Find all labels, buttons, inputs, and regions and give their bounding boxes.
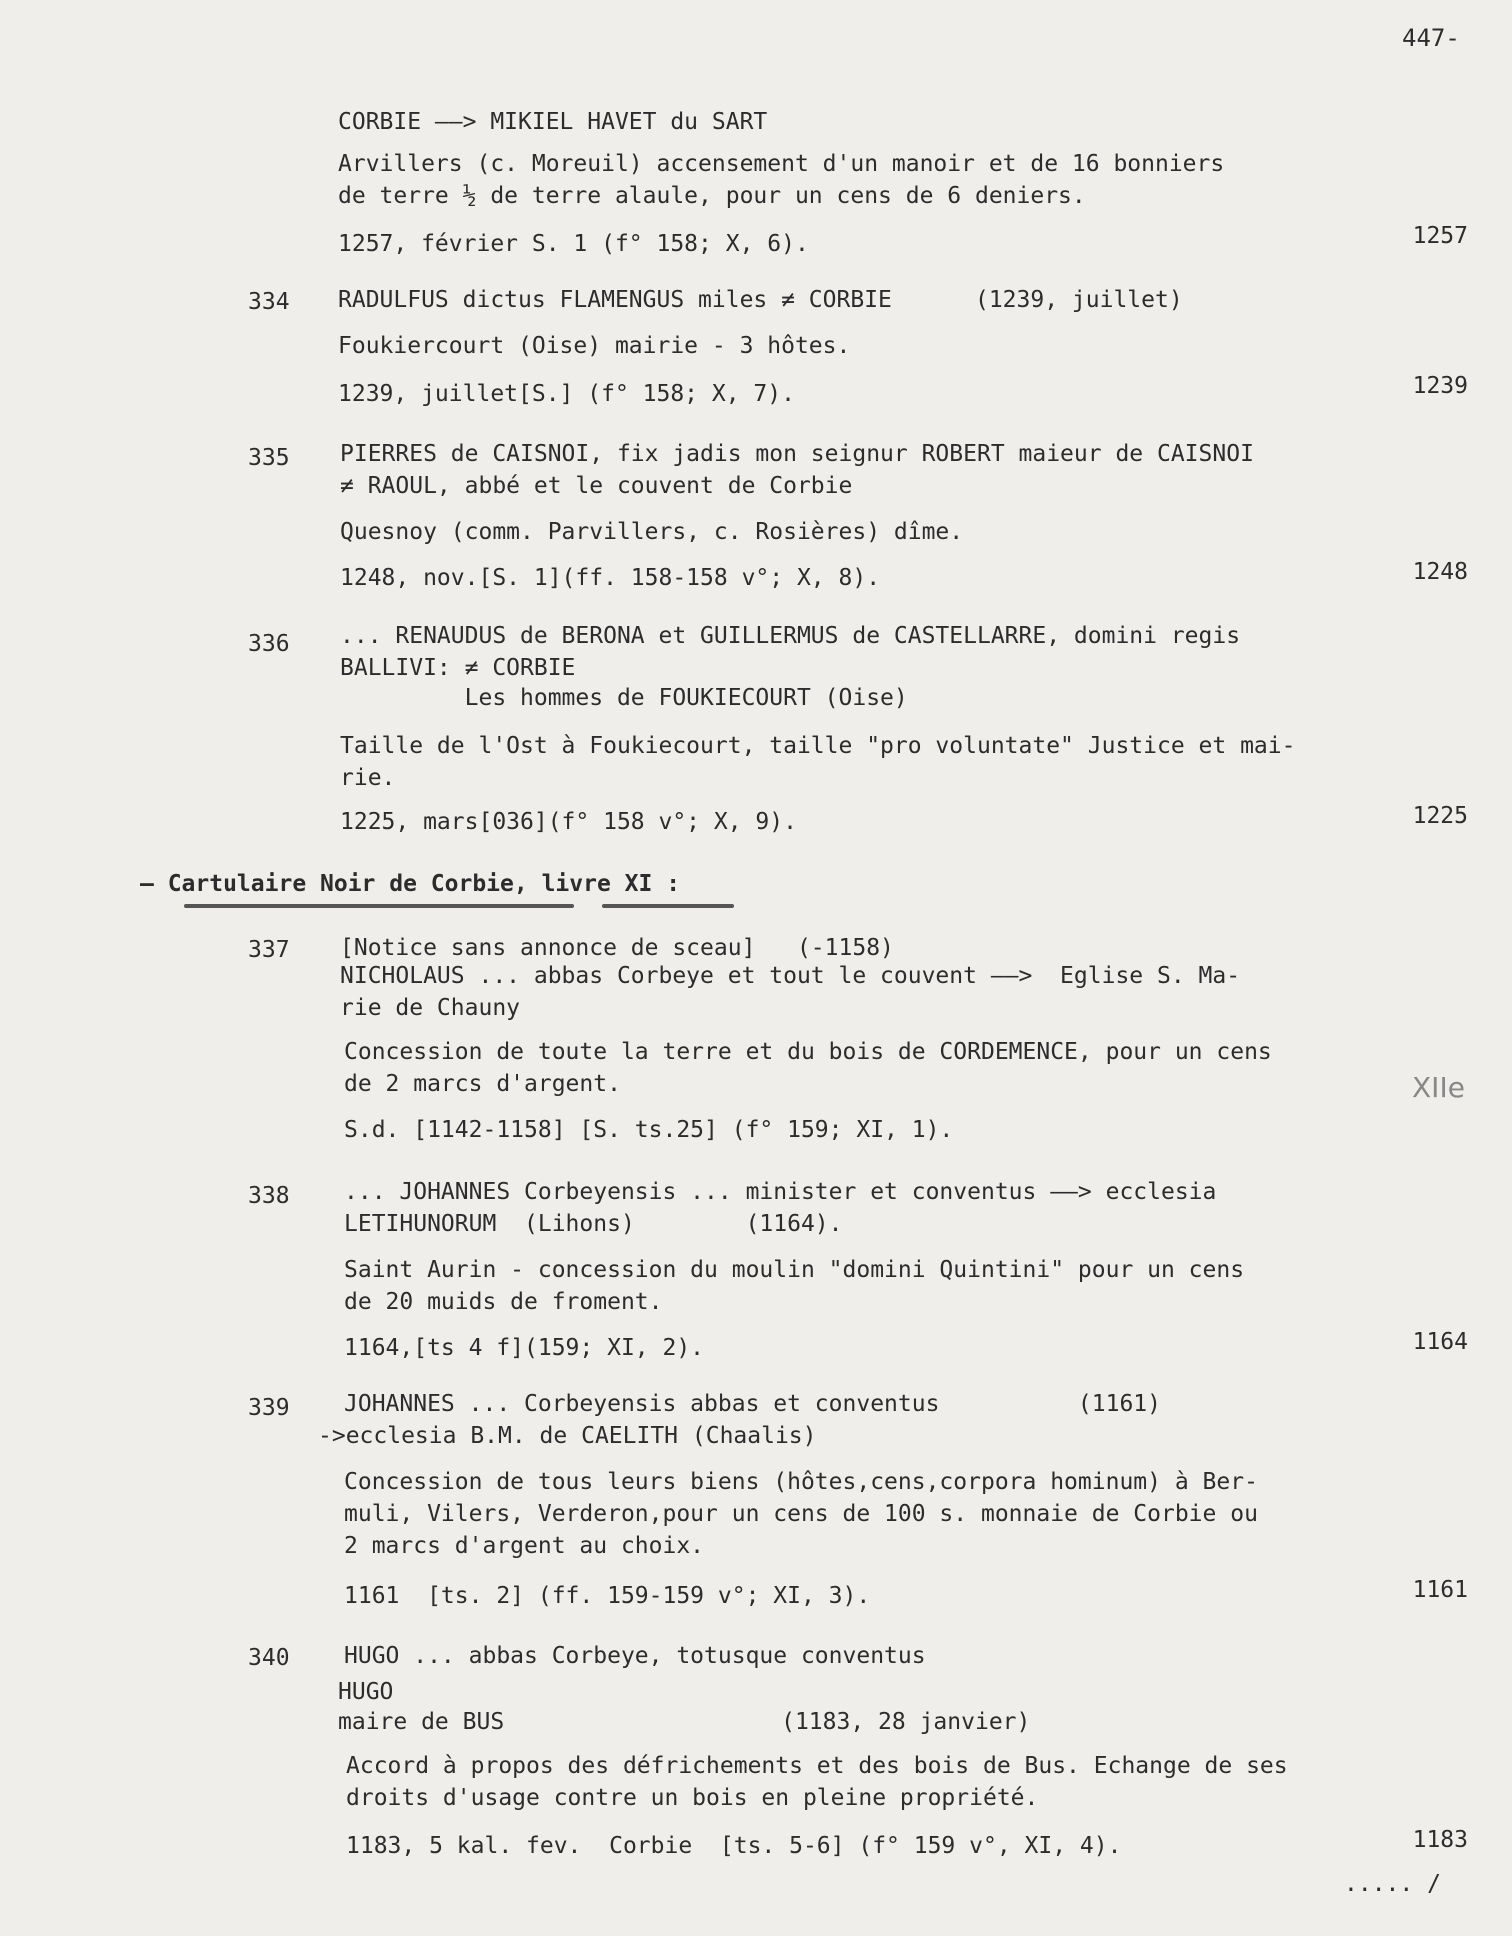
entry-date: 1164 bbox=[1412, 1329, 1468, 1355]
entry-ref: 1183, 5 kal. fev. Corbie [ts. 5-6] (f° 159 v°, XI, 4). bbox=[346, 1833, 1122, 1859]
entry-summary: Quesnoy (comm. Parvillers, c. Rosières) dîme. bbox=[340, 519, 964, 545]
entry-parties: LETIHUNORUM (Lihons) (1164). bbox=[344, 1211, 843, 1237]
entry-number: 338 bbox=[248, 1183, 290, 1209]
entry-parties: PIERRES de CAISNOI, fix jadis mon seignur ROBERT maieur de CAISNOI bbox=[340, 441, 1254, 467]
entry-parties: ≠ RAOUL, abbé et le couvent de Corbie bbox=[340, 473, 853, 499]
entry-parties: [Notice sans annonce de sceau] (-1158) bbox=[340, 935, 894, 961]
header-date: 1257 bbox=[1412, 223, 1468, 249]
entry-number: 336 bbox=[248, 631, 290, 657]
header-summary-line: de terre ½ de terre alaule, pour un cens de 6 deniers. bbox=[338, 183, 1086, 209]
entry-summary: droits d'usage contre un bois en pleine propriété. bbox=[346, 1785, 1039, 1811]
entry-parties: ... RENAUDUS de BERONA et GUILLERMUS de CASTELLARRE, domini regis bbox=[340, 623, 1241, 649]
entry-date: 1239 bbox=[1412, 373, 1468, 399]
entry-parties: JOHANNES ... Corbeyensis abbas et conventus (1161) bbox=[344, 1391, 1161, 1417]
entry-parties: NICHOLAUS ... abbas Corbeye et tout le couvent ——> Eglise S. Ma- bbox=[340, 963, 1241, 989]
section-underline bbox=[184, 904, 574, 908]
section-title: — Cartulaire Noir de Corbie, livre XI : bbox=[140, 871, 681, 897]
header-summary-line: Arvillers (c. Moreuil) accensement d'un manoir et de 16 bonniers bbox=[338, 151, 1225, 177]
entry-summary: 2 marcs d'argent au choix. bbox=[344, 1533, 705, 1559]
entry-date: 1225 bbox=[1412, 803, 1468, 829]
entry-summary: muli, Vilers, Verderon,pour un cens de 100 s. monnaie de Corbie ou bbox=[344, 1501, 1258, 1527]
entry-number: 337 bbox=[248, 937, 290, 963]
section-underline bbox=[602, 904, 734, 908]
entry-summary: Saint Aurin - concession du moulin "domini Quintini" pour un cens bbox=[344, 1257, 1245, 1283]
entry-ref: 1225, mars[036](f° 158 v°; X, 9). bbox=[340, 809, 797, 835]
entry-parties: RADULFUS dictus FLAMENGUS miles ≠ CORBIE (1239, juillet) bbox=[338, 287, 1183, 313]
entry-summary: Concession de tous leurs biens (hôtes,cens,corpora hominum) à Ber- bbox=[344, 1469, 1258, 1495]
entry-summary: rie. bbox=[340, 765, 396, 791]
margin-note: XIIe bbox=[1412, 1071, 1465, 1104]
entry-number: 340 bbox=[248, 1645, 290, 1671]
entry-summary: Concession de toute la terre et du bois de CORDEMENCE, pour un cens bbox=[344, 1039, 1272, 1065]
entry-summary: Taille de l'Ost à Foukiecourt, taille "pro voluntate" Justice et mai- bbox=[340, 733, 1296, 759]
entry-number: 334 bbox=[248, 289, 290, 315]
entry-date: 1248 bbox=[1412, 559, 1468, 585]
entry-date: 1161 bbox=[1412, 1577, 1468, 1603]
entry-parties: ... JOHANNES Corbeyensis ... minister et conventus ——> ecclesia bbox=[344, 1179, 1217, 1205]
entry-summary: Foukiercourt (Oise) mairie - 3 hôtes. bbox=[338, 333, 851, 359]
entry-ref: 1248, nov.[S. 1](ff. 158-158 v°; X, 8). bbox=[340, 565, 881, 591]
page-number: 447- bbox=[1402, 24, 1460, 52]
entry-parties: BALLIVI: ≠ CORBIE bbox=[340, 655, 576, 681]
entry-parties: maire de BUS (1183, 28 janvier) bbox=[338, 1709, 1031, 1735]
entry-parties: ->ecclesia B.M. de CAELITH (Chaalis) bbox=[318, 1423, 817, 1449]
entry-ref: S.d. [1142-1158] [S. ts.25] (f° 159; XI, 1). bbox=[344, 1117, 954, 1143]
header-parties: CORBIE ——> MIKIEL HAVET du SART bbox=[338, 109, 768, 135]
entry-parties: rie de Chauny bbox=[340, 995, 521, 1021]
entry-ref: 1161 [ts. 2] (ff. 159-159 v°; XI, 3). bbox=[344, 1583, 871, 1609]
entry-ref: 1164,[ts 4 f](159; XI, 2). bbox=[344, 1335, 705, 1361]
entry-parties: Les hommes de FOUKIECOURT (Oise) bbox=[340, 685, 908, 711]
continuation-mark: ..... / bbox=[1344, 1871, 1441, 1897]
entry-summary: de 20 muids de froment. bbox=[344, 1289, 663, 1315]
header-ref: 1257, février S. 1 (f° 158; X, 6). bbox=[338, 231, 809, 257]
entry-ref: 1239, juillet[S.] (f° 158; X, 7). bbox=[338, 381, 795, 407]
entry-date: 1183 bbox=[1412, 1827, 1468, 1853]
entry-summary: Accord à propos des défrichements et des bois de Bus. Echange de ses bbox=[346, 1753, 1288, 1779]
entry-parties: HUGO bbox=[338, 1679, 394, 1705]
entry-number: 339 bbox=[248, 1395, 290, 1421]
entry-parties: HUGO ... abbas Corbeye, totusque conventus bbox=[344, 1643, 926, 1669]
entry-summary: de 2 marcs d'argent. bbox=[344, 1071, 621, 1097]
entry-number: 335 bbox=[248, 445, 290, 471]
